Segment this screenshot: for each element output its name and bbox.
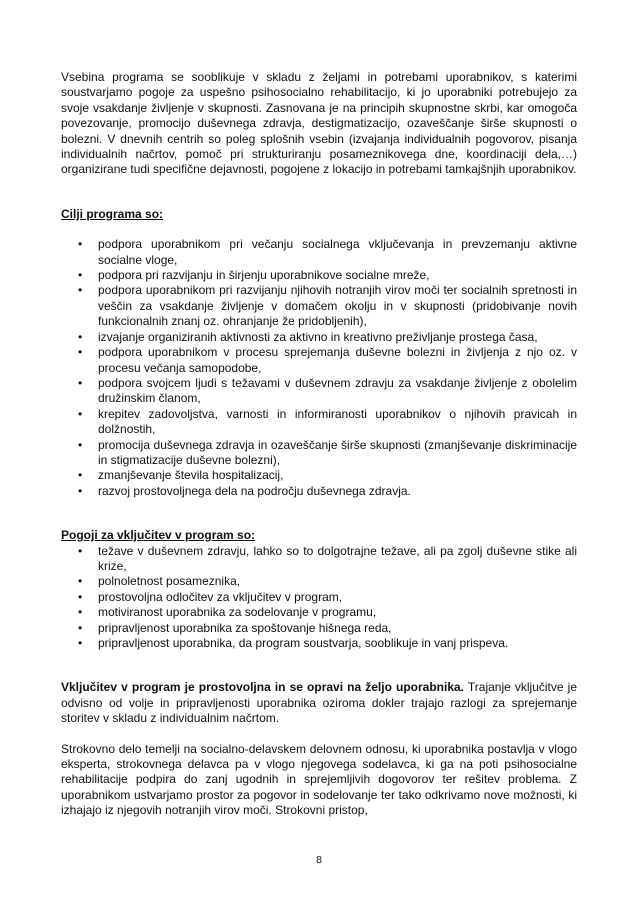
list-item: • težave v duševnem zdravju, lahko so to dolgotrajne težave, ali pa zgolj duševne stike ali krize, [61,544,577,575]
list-item: • podpora uporabnikom pri razvijanju njihovih notranjih virov moči ter socialnih spretnosti in veščin za vsakdanje življenje v domačem okolju in v skupnosti (pridobivanje novih funkcionalnih znanj oz. ohranjanje že pridobljenih), [61,283,577,329]
list-item: • podpora svojcem ljudi s težavami v duševnem zdravju za vsakdanje življenje z obolelim družinskim članom, [61,376,577,407]
voluntary-bold-text: Vključitev v program je prostovoljna in se opravi na željo uporabnika. [61,680,465,695]
list-item: • podpora pri razvijanju in širjenju uporabnikove socialne mreže, [61,268,577,283]
list-item: • zmanjševanje števila hospitalizacij, [61,468,577,483]
list-item: • izvajanje organiziranih aktivnosti za aktivno in kreativno preživljanje prostega časa, [61,330,577,345]
goals-list [61,237,577,499]
page-number: 8 [315,855,323,866]
list-item: • razvoj prostovoljnega dela na področju duševnega zdravja. [61,484,577,499]
list-item: • pripravljenost uporabnika za spoštovanje hišnega reda, [61,621,577,636]
goals-heading: Cilji programa so: [61,206,164,221]
list-item: • prostovoljna odločitev za vključitev v program, [61,590,577,605]
list-item: • podpora uporabnikom v procesu sprejemanja duševne bolezni in življenja z njo oz. v procesu večanja samopodobe, [61,345,577,376]
list-item: • motiviranost uporabnika za sodelovanje v programu, [61,605,577,620]
list-item: • podpora uporabnikom pri večanju socialnega vključevanja in prevzemanju aktivne socialne vloge, [61,237,577,268]
professional-paragraph: Strokovno delo temelji na socialno-delavskem delovnem odnosu, ki uporabnika postavlja v vlogo eksperta, strokovnega delavca pa v vlogo njegovega sodelavca, ki ga na poti psihosocialne rehabilitacije podpira do zanj ugodnih in sprejemljivih dogovorov ter rešitev problema. Z uporabnikom ustvarjamo prostor za pogovor in sodelovanje ter tako odkrivamo nove možnosti, ki izhajajo iz njegovih notranjih virov moči. Strokovni pristop, [61,741,577,818]
conditions-heading: Pogoji za vključitev v program so: [61,528,256,543]
list-item: • pripravljenost uporabnika, da program soustvarja, sooblikuje in vanj prispeva. [61,636,577,651]
list-item: • polnoletnost posameznika, [61,574,577,589]
intro-paragraph: Vsebina programa se sooblikuje v skladu z željami in potrebami uporabnikov, s katerimi soustvarjamo pogoje za uspešno psihosocialno rehabilitacijo, ki jo uporabniki potrebujejo za svoje vsakdanje življenje v skupnosti. Zasnovana je na principih skupnostne skrbi, kar omogoča povezovanje, promocijo duševnega zdravja, destigmatizacijo, ozaveščanje širše skupnosti o bolezni. V dnevnih centrih so poleg splošnih vsebin (izvajanja individualnih pogovorov, pisanja individualnih načrtov, pomoč pri strukturiranju posameznikovega dne, koordinaciji dela,…) organizirane tudi specifične dejavnosti, pogojene z lokacijo in potrebami tamkajšnjih uporabnikov. [61,70,577,177]
document-page [61,70,577,819]
conditions-list [61,544,577,652]
list-item: • krepitev zadovoljstva, varnosti in informiranosti uporabnikov o njihovih pravicah in dolžnostih, [61,407,577,438]
voluntary-text: Trajanje vključitve je odvisno od volje in pripravljenosti uporabnika oziroma dokler trajajo razlogi za sprejemanje storitev v skladu z individualnim načrtom. [61,680,578,726]
list-item: • promocija duševnega zdravja in ozaveščanje širše skupnosti (zmanjševanje diskriminacije in stigmatizacije duševne bolezni), [61,438,577,469]
voluntary-paragraph [61,680,577,726]
